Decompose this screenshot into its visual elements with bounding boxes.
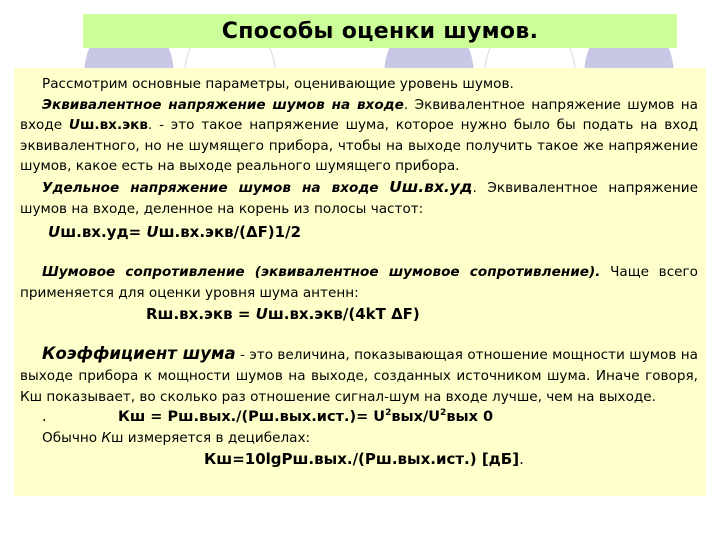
equivalent-voltage-definition: . - это такое напряжение шума, которое нужно было бы подать на вход эквивалентного, но не шумящего прибора, чтобы на выходе получить такое же напряжение шумов, какое есть на выходе реального шумящего прибора. bbox=[20, 117, 698, 175]
decibel-text-b: ш измеряется в децибелах: bbox=[111, 429, 311, 446]
specific-voltage-definition: . Эквивалентное напряжение шумов на входе, деленное на корень из полосы частот: bbox=[20, 179, 698, 217]
specific-voltage-formula bbox=[20, 221, 698, 243]
formula1-lhs: ш.вх.уд= bbox=[60, 223, 147, 242]
equivalent-voltage-paragraph bbox=[20, 95, 698, 177]
content-box bbox=[14, 68, 706, 496]
equivalent-voltage-term: Эквивалентное напряжение шумов на входе bbox=[42, 96, 404, 113]
formula3-sup2: 2 bbox=[440, 408, 447, 419]
decibel-formula bbox=[20, 448, 698, 470]
formula4-text: Кш=10lgРш.вых./(Рш.вых.ист.) [дБ] bbox=[204, 450, 520, 469]
formula3-part-b: вых/U bbox=[391, 409, 441, 426]
formula1-rhs-symbol: U bbox=[146, 223, 159, 242]
decibel-symbol: К bbox=[101, 429, 112, 446]
specific-voltage-symbol: U bbox=[389, 177, 402, 196]
slide-title bbox=[83, 14, 677, 48]
spacer bbox=[20, 325, 698, 344]
formula4-end: . bbox=[519, 450, 524, 469]
noise-coefficient-definition: - это величина, показывающая отношение мощности шумов на выходе прибора к мощности шумов на выходе, созданных источником шума. Иначе говоря, Кш показывает, во сколько раз отношение сигнал-шум на входе лучше, чем на выходе. bbox=[20, 347, 698, 405]
equivalent-voltage-symbol-sub: ш.вх.экв bbox=[79, 117, 148, 134]
noise-coefficient-formula bbox=[20, 407, 698, 428]
decibel-paragraph bbox=[20, 428, 698, 449]
formula2-symbol: U bbox=[255, 305, 268, 324]
formula1-rhs: ш.вх.экв/(ΔF)1/2 bbox=[158, 223, 302, 242]
noise-resistance-definition: Чаще всего применяется для оценки уровня шума антенн: bbox=[20, 264, 698, 301]
formula3-part-c: вых 0 bbox=[446, 409, 494, 426]
spacer bbox=[20, 243, 698, 262]
specific-voltage-term: Удельное напряжение шумов на входе bbox=[42, 179, 379, 196]
formula1-lhs-symbol: U bbox=[48, 223, 61, 242]
noise-coefficient-term: Коэффициент шума bbox=[42, 344, 236, 364]
specific-voltage-symbol-sub: ш.вх.уд bbox=[401, 177, 473, 196]
intro-paragraph: Рассмотрим основные параметры, оценивающие уровень шумов. bbox=[42, 76, 514, 92]
formula3-bullet: . bbox=[42, 409, 47, 426]
equivalent-voltage-dot: . Эквивалентное напряжение шумов на входе bbox=[20, 96, 698, 134]
equivalent-voltage-symbol: U bbox=[68, 117, 80, 134]
formula3-part-a: Кш = Рш.вых./(Рш.вых.ист.)= U bbox=[118, 409, 386, 426]
noise-coefficient-paragraph bbox=[20, 344, 698, 407]
specific-voltage-paragraph bbox=[20, 177, 698, 219]
formula2-lhs: Rш.вх.экв = bbox=[146, 305, 256, 324]
noise-resistance-formula bbox=[20, 303, 698, 325]
decibel-text-a: Обычно bbox=[42, 429, 102, 446]
slide-title-text: Способы оценки шумов. bbox=[221, 18, 539, 44]
noise-resistance-paragraph bbox=[20, 262, 698, 303]
formula2-rhs: ш.вх.экв/(4kT ΔF) bbox=[267, 305, 420, 324]
noise-resistance-term: Шумовое сопротивление (эквивалентное шумовое сопротивление). bbox=[42, 264, 601, 281]
formula3-sup1: 2 bbox=[385, 408, 392, 419]
